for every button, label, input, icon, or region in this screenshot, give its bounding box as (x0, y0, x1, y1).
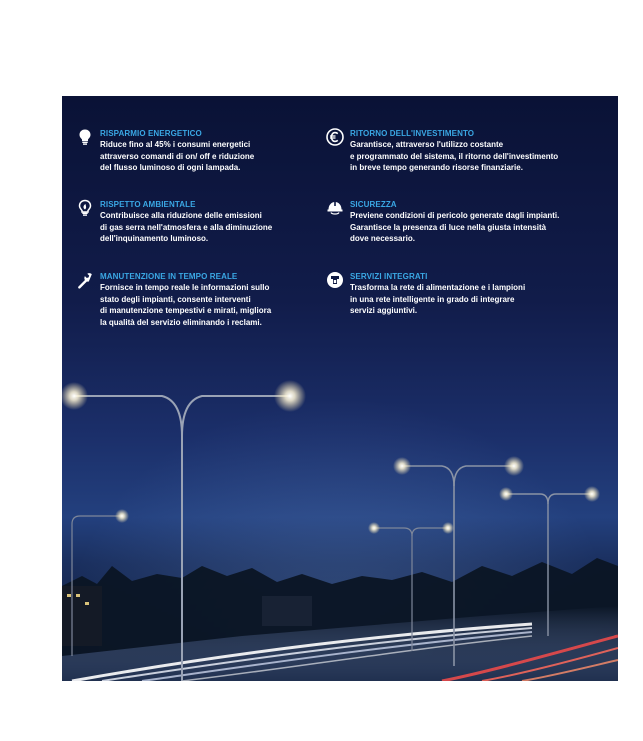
lamp-glow (504, 456, 524, 476)
building (262, 596, 312, 626)
lamp-glow (393, 457, 411, 475)
plug-icon (326, 271, 344, 289)
feature-sicurezza (350, 199, 610, 245)
feature-title: RISPETTO AMBIENTALE (100, 200, 196, 209)
feature-title: SERVIZI INTEGRATI (350, 272, 428, 281)
lamp-glow (274, 380, 306, 412)
lamp-glow (115, 509, 129, 523)
lamp-glow (442, 522, 454, 534)
street-lights-scene (62, 96, 618, 681)
feature-ritorno (350, 128, 610, 174)
feature-title: SICUREZZA (350, 200, 397, 209)
feature-description: Contribuisce alla riduzione delle emissioni di gas serra nell'atmosfera e alla diminuzione dell'inquinamento luminoso. (100, 211, 273, 243)
building-window (76, 594, 80, 597)
euro-coin-icon (326, 128, 344, 146)
feature-description: Garantisce, attraverso l'utilizzo costante e programmato del sistema, il ritorno dell'investimento in breve tempo generando risorse finanziarie. (350, 140, 559, 172)
feature-title: MANUTENZIONE IN TEMPO REALE (100, 272, 238, 281)
feature-title: RISPARMIO ENERGETICO (100, 129, 202, 138)
feature-description: Previene condizioni di pericolo generate dagli impianti. Garantisce la presenza di luce nella giusta intensità dove necessario. (350, 211, 560, 243)
lamp-glow (584, 486, 600, 502)
feature-title: RITORNO DELL'INVESTIMENTO (350, 129, 475, 138)
lamp-glow (368, 522, 380, 534)
feature-servizi (350, 271, 610, 317)
wrench-icon (76, 271, 94, 289)
feature-description: Riduce fino al 45% i consumi energetici attraverso comandi di on/ off e riduzione del flusso luminoso di ogni lampada. (100, 140, 255, 172)
safety-helmet-icon (326, 199, 344, 217)
feature-risparmio (100, 128, 340, 174)
feature-ambientale (100, 199, 340, 245)
building-window (85, 602, 89, 605)
eco-bulb-icon (76, 199, 94, 217)
feature-description: Fornisce in tempo reale le informazioni sullo stato degli impianti, consente interventi di manutenzione tempestivi e mirati, migliora la qualità del servizio eliminando i reclami. (100, 283, 272, 327)
feature-manutenzione (100, 271, 340, 328)
lamp-glow (62, 382, 88, 410)
feature-description: Trasforma la rete di alimentazione e i lampioni in una rete intelligente in grado di integrare servizi aggiuntivi. (350, 283, 526, 315)
lightbulb-icon (76, 128, 94, 146)
night-highway-panel (62, 96, 618, 681)
lamp-glow (499, 487, 513, 501)
building-window (67, 594, 71, 597)
